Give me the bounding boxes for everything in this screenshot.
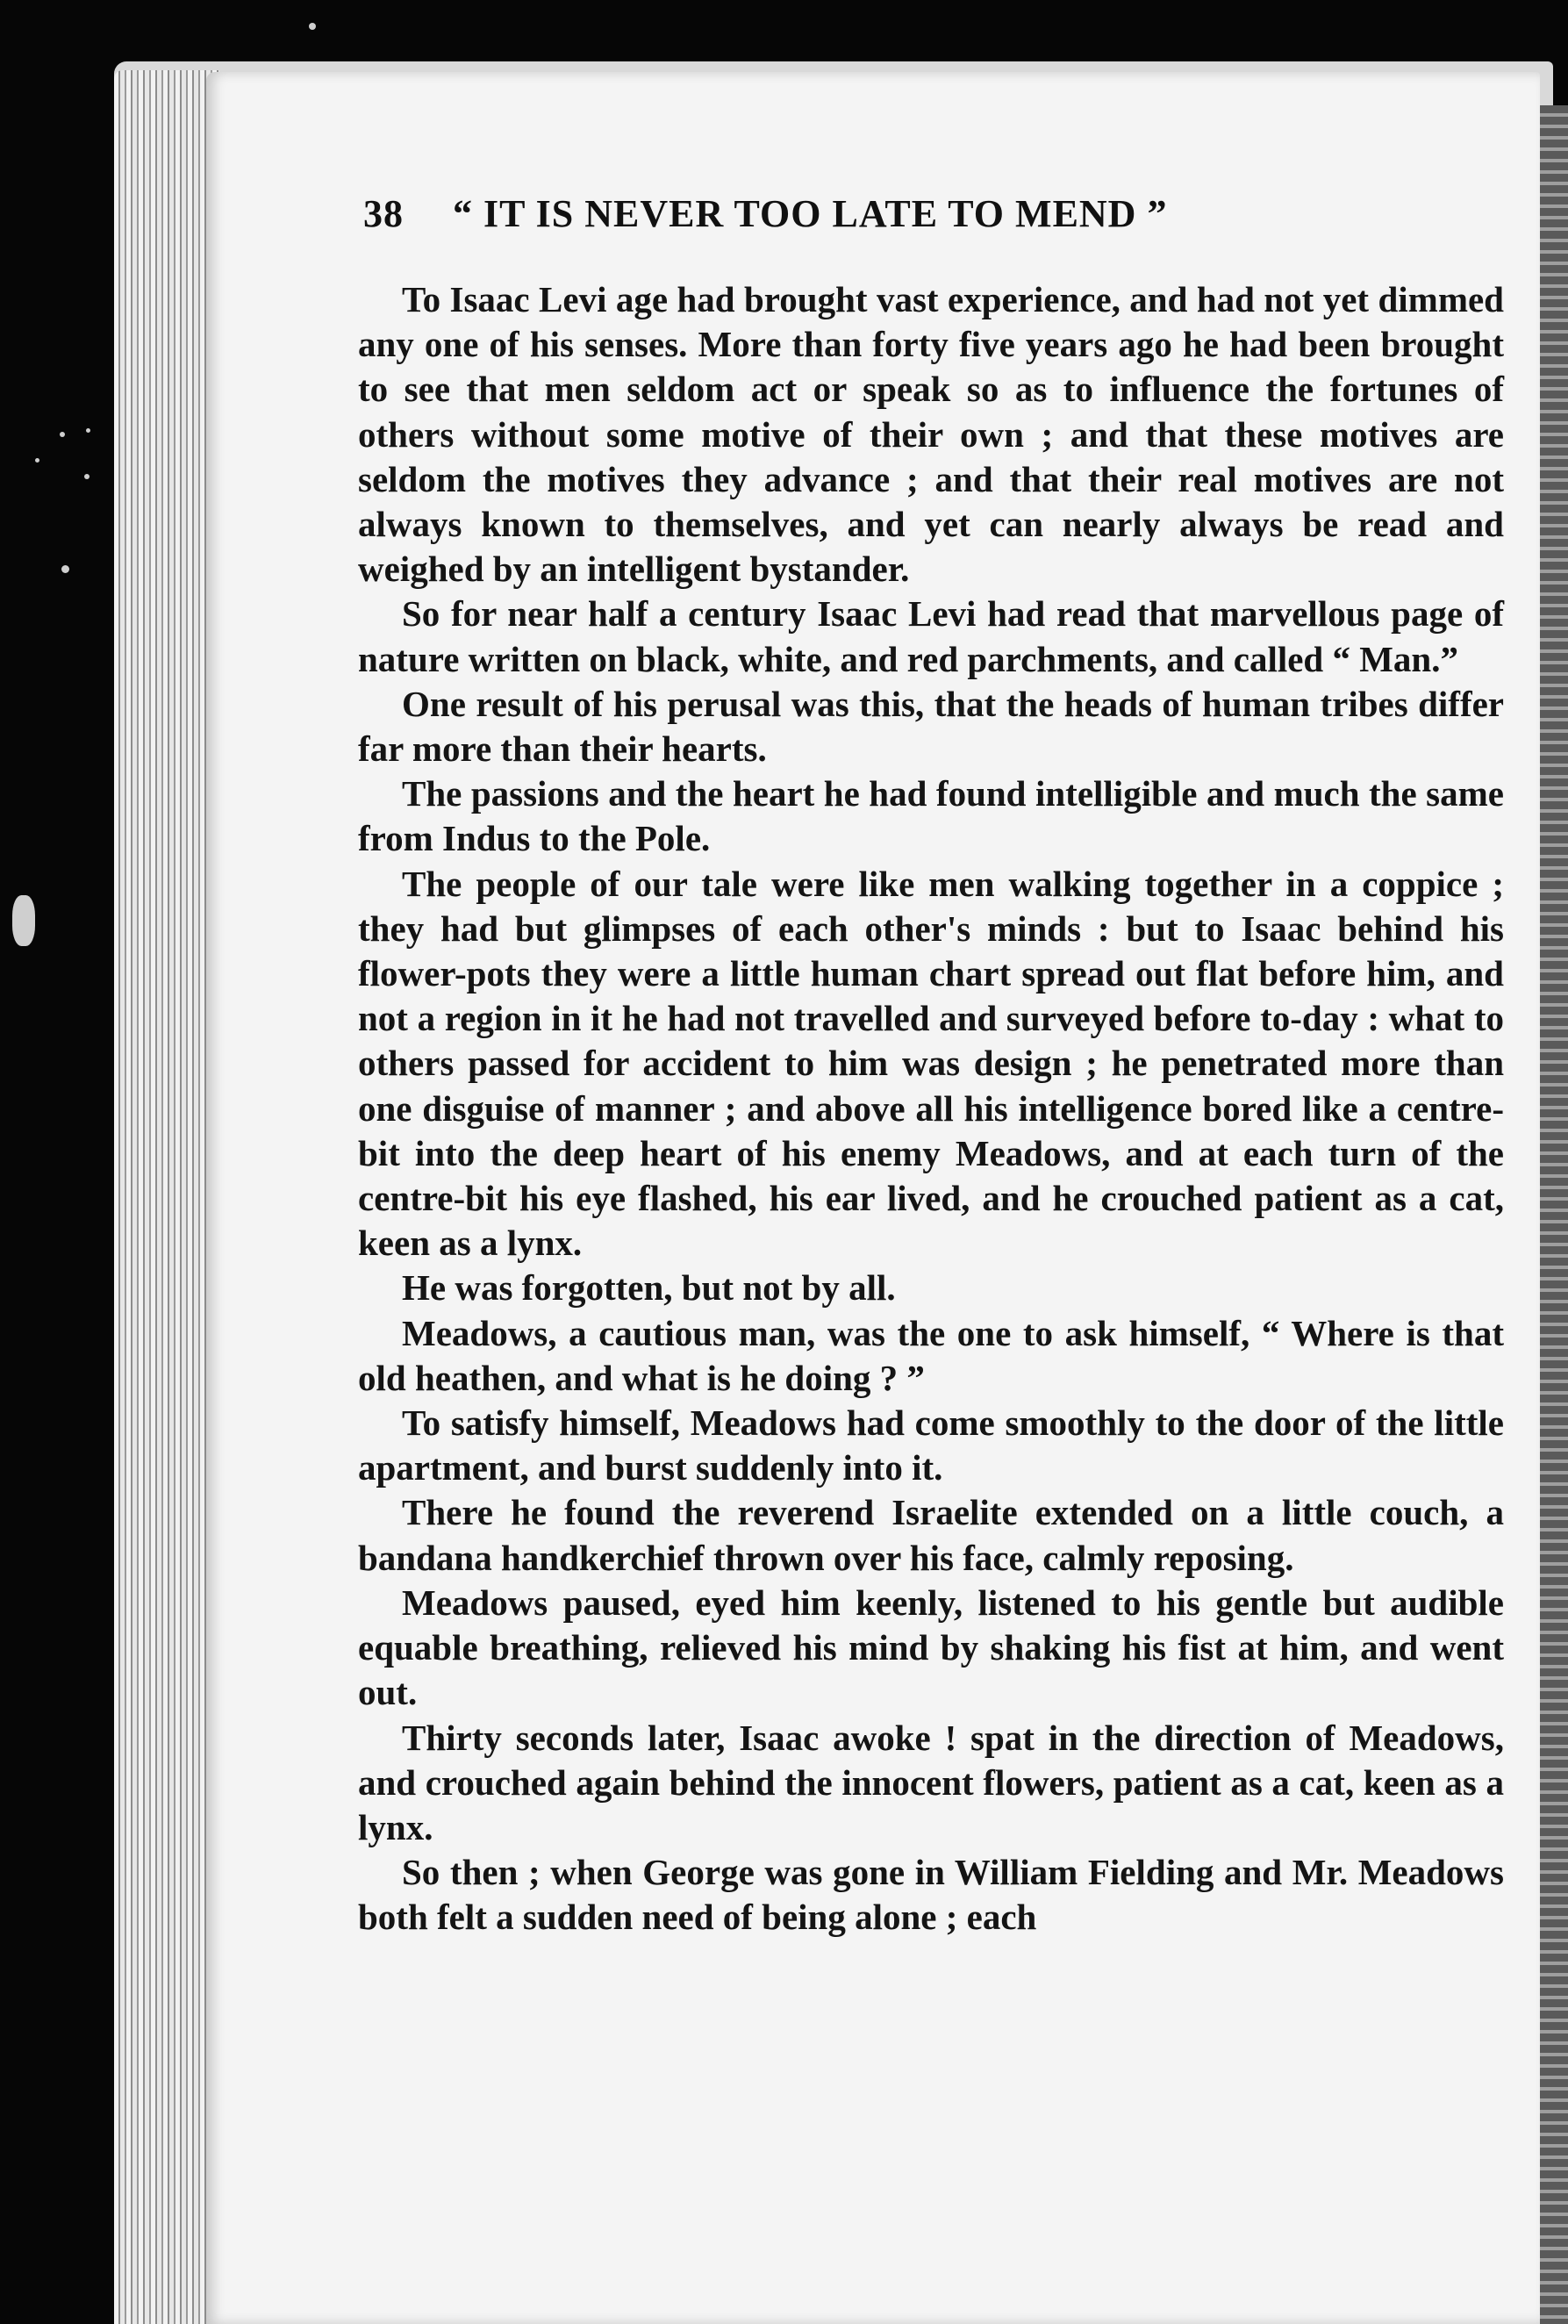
paragraph: There he found the reverend Israelite extended on a little couch, a bandana handkerchief thrown over his face, calmly reposing. — [358, 1492, 1504, 1578]
paragraph: The people of our tale were like men walking together in a coppice ; they had but glimpses of each other's minds : but to Isaac behind his flower-pots they were a little human chart spread out flat before him, and not a region in it he had not travelled and surveyed before to-day : what to others passed for accident to him was design ; he penetrated more than one disguise of manner ; and above all his intelligence bored like a centre-bit into the deep heart of his enemy Meadows, and at each turn of the centre-bit his eye flashed, his ear lived, and he crouched patient as a cat, keen as a lynx. — [358, 863, 1504, 1264]
speck — [309, 23, 316, 30]
speck — [86, 428, 90, 433]
speck — [84, 474, 89, 479]
paragraph: So then ; when George was gone in William Fielding and Mr. Meadows both felt a sudden need of being alone ; each — [358, 1852, 1504, 1938]
paragraph: To Isaac Levi age had brought vast experience, and had not yet dimmed any one of his senses. More than forty five years ago he had been brought to see that men seldom act or speak so as to influence the fortunes of others without some motive of their own ; and that these motives are seldom the motives they advance ; and that their real motives are not always known to themselves, and yet can nearly always be read and weighed by an intelligent bystander. — [358, 279, 1504, 590]
running-title: “ IT IS NEVER TOO LATE TO MEND ” — [453, 192, 1168, 235]
paragraph: Meadows paused, eyed him keenly, listened to his gentle but audible equable breathing, relieved his mind by shaking his fist at him, and went out. — [358, 1582, 1504, 1713]
paragraph: One result of his perusal was this, that the heads of human tribes differ far more than their hearts. — [358, 683, 1504, 770]
paragraph: Meadows, a cautious man, was the one to ask himself, “ Where is that old heathen, and what is he doing ? ” — [358, 1312, 1504, 1398]
body-text — [358, 277, 1504, 1940]
paragraph: Thirty seconds later, Isaac awoke ! spat in the direction of Meadows, and crouched again behind the innocent flowers, patient as a cat, keen as a lynx. — [358, 1717, 1504, 1847]
paragraph: To satisfy himself, Meadows had come smoothly to the door of the little apartment, and burst suddenly into it. — [358, 1402, 1504, 1488]
page-number: 38 — [363, 192, 404, 235]
speck — [12, 895, 35, 946]
right-page-edge — [1540, 105, 1568, 2324]
speck — [61, 565, 69, 573]
paragraph: The passions and the heart he had found intelligible and much the same from Indus to the Pole. — [358, 773, 1504, 859]
page-edges — [114, 70, 219, 2324]
paragraph: So for near half a century Isaac Levi had read that marvellous page of nature written on black, white, and red parchments, and called “ Man.” — [358, 593, 1504, 679]
speck — [60, 432, 65, 437]
running-head — [363, 191, 1381, 236]
paragraph: He was forgotten, but not by all. — [402, 1267, 896, 1309]
speck — [35, 458, 39, 463]
